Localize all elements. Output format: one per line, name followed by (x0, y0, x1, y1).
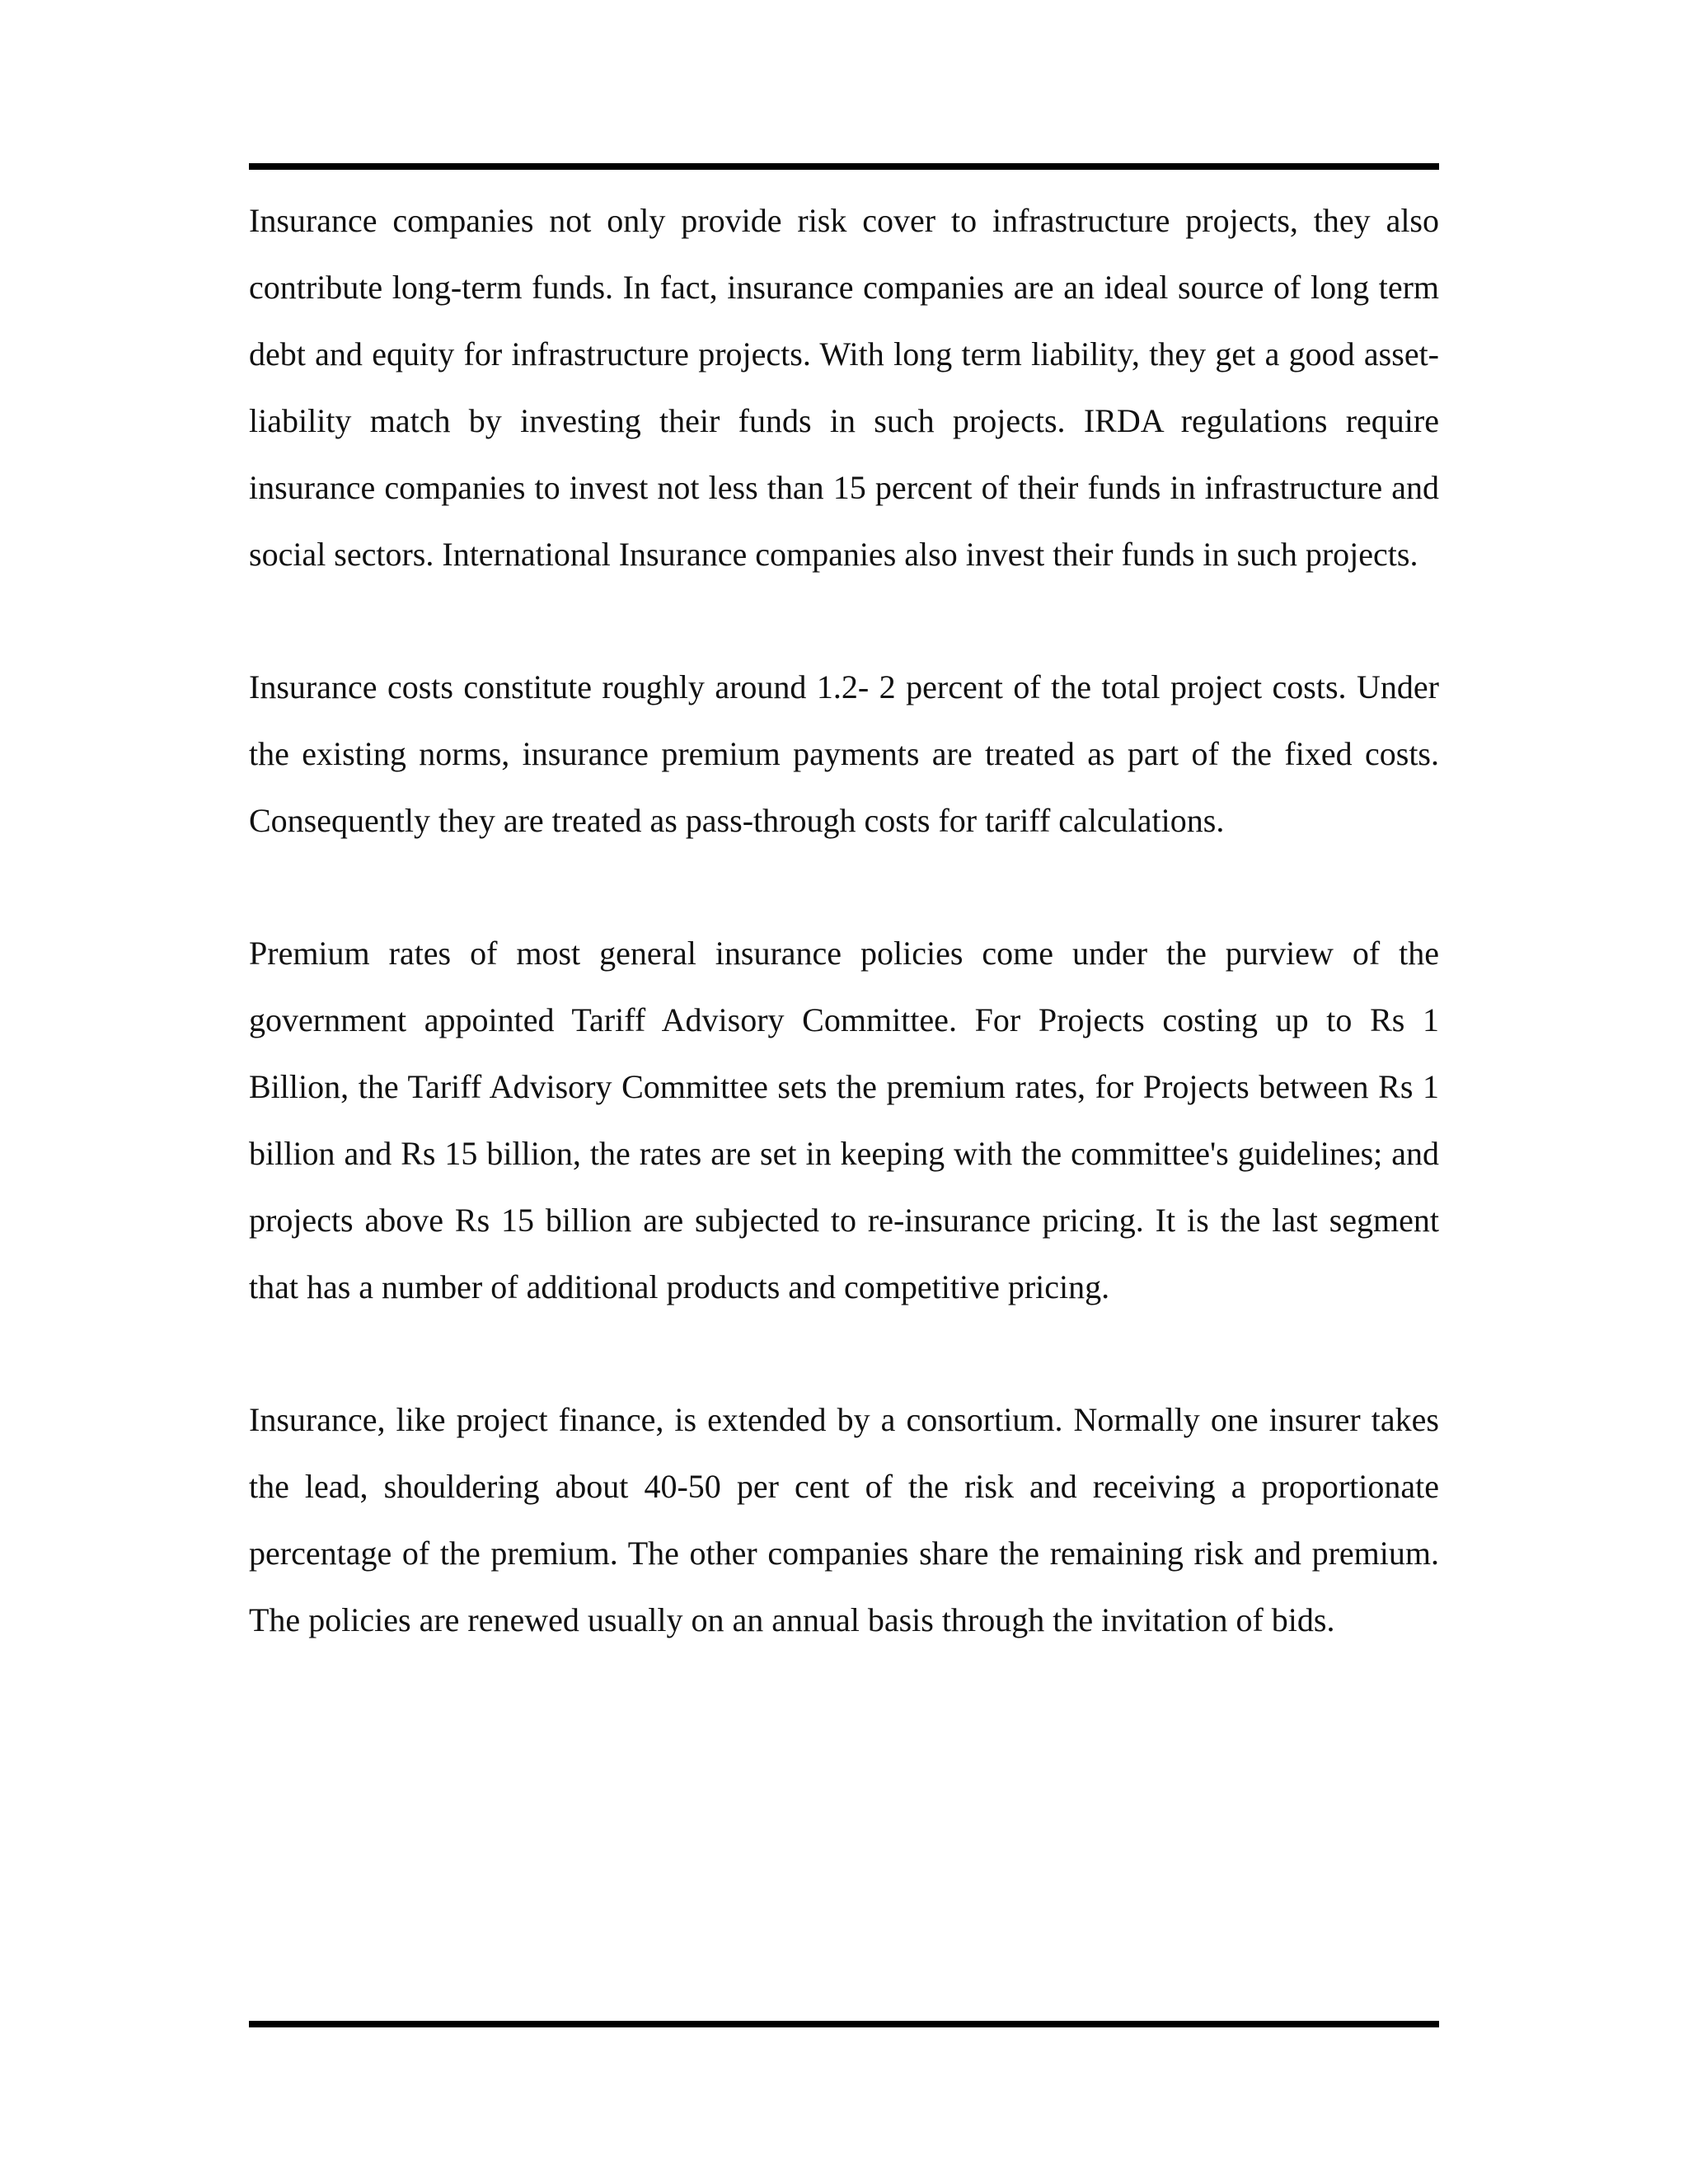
bottom-horizontal-rule (249, 2021, 1439, 2027)
paragraph-insurance-funds: Insurance companies not only provide risk cover to infrastructure projects, they also contribute long-term funds. In fact, insurance companies are an ideal source of long term debt and equity for infrastructure projects. With long term liability, they get a good asset- liability match by investing their funds in such projects. IRDA regulations require insurance companies to invest not less than 15 percent of their funds in infrastructure and social sectors. International Insurance companies also invest their funds in such projects. (249, 202, 1439, 573)
paragraph-insurance-costs: Insurance costs constitute roughly around 1.2- 2 percent of the total project costs. Under the existing norms, insurance premium payments are treated as part of the fixed costs. Consequently they are treated as pass-through costs for tariff calculations. (249, 668, 1439, 839)
top-horizontal-rule (249, 163, 1439, 170)
document-body (249, 187, 1439, 1653)
paragraph-consortium: Insurance, like project finance, is extended by a consortium. Normally one insurer takes the lead, shouldering about 40-50 per cent of the risk and receiving a proportionate percentage of the premium. The other companies share the remaining risk and premium. The policies are renewed usually on an annual basis through the invitation of bids. (249, 1401, 1439, 1638)
paragraph-premium-rates: Premium rates of most general insurance policies come under the purview of the government appointed Tariff Advisory Committee. For Projects costing up to Rs 1 Billion, the Tariff Advisory Committee sets the premium rates, for Projects between Rs 1 billion and Rs 15 billion, the rates are set in keeping with the committee's guidelines; and projects above Rs 15 billion are subjected to re-insurance pricing. It is the last segment that has a number of additional products and competitive pricing. (249, 935, 1439, 1305)
